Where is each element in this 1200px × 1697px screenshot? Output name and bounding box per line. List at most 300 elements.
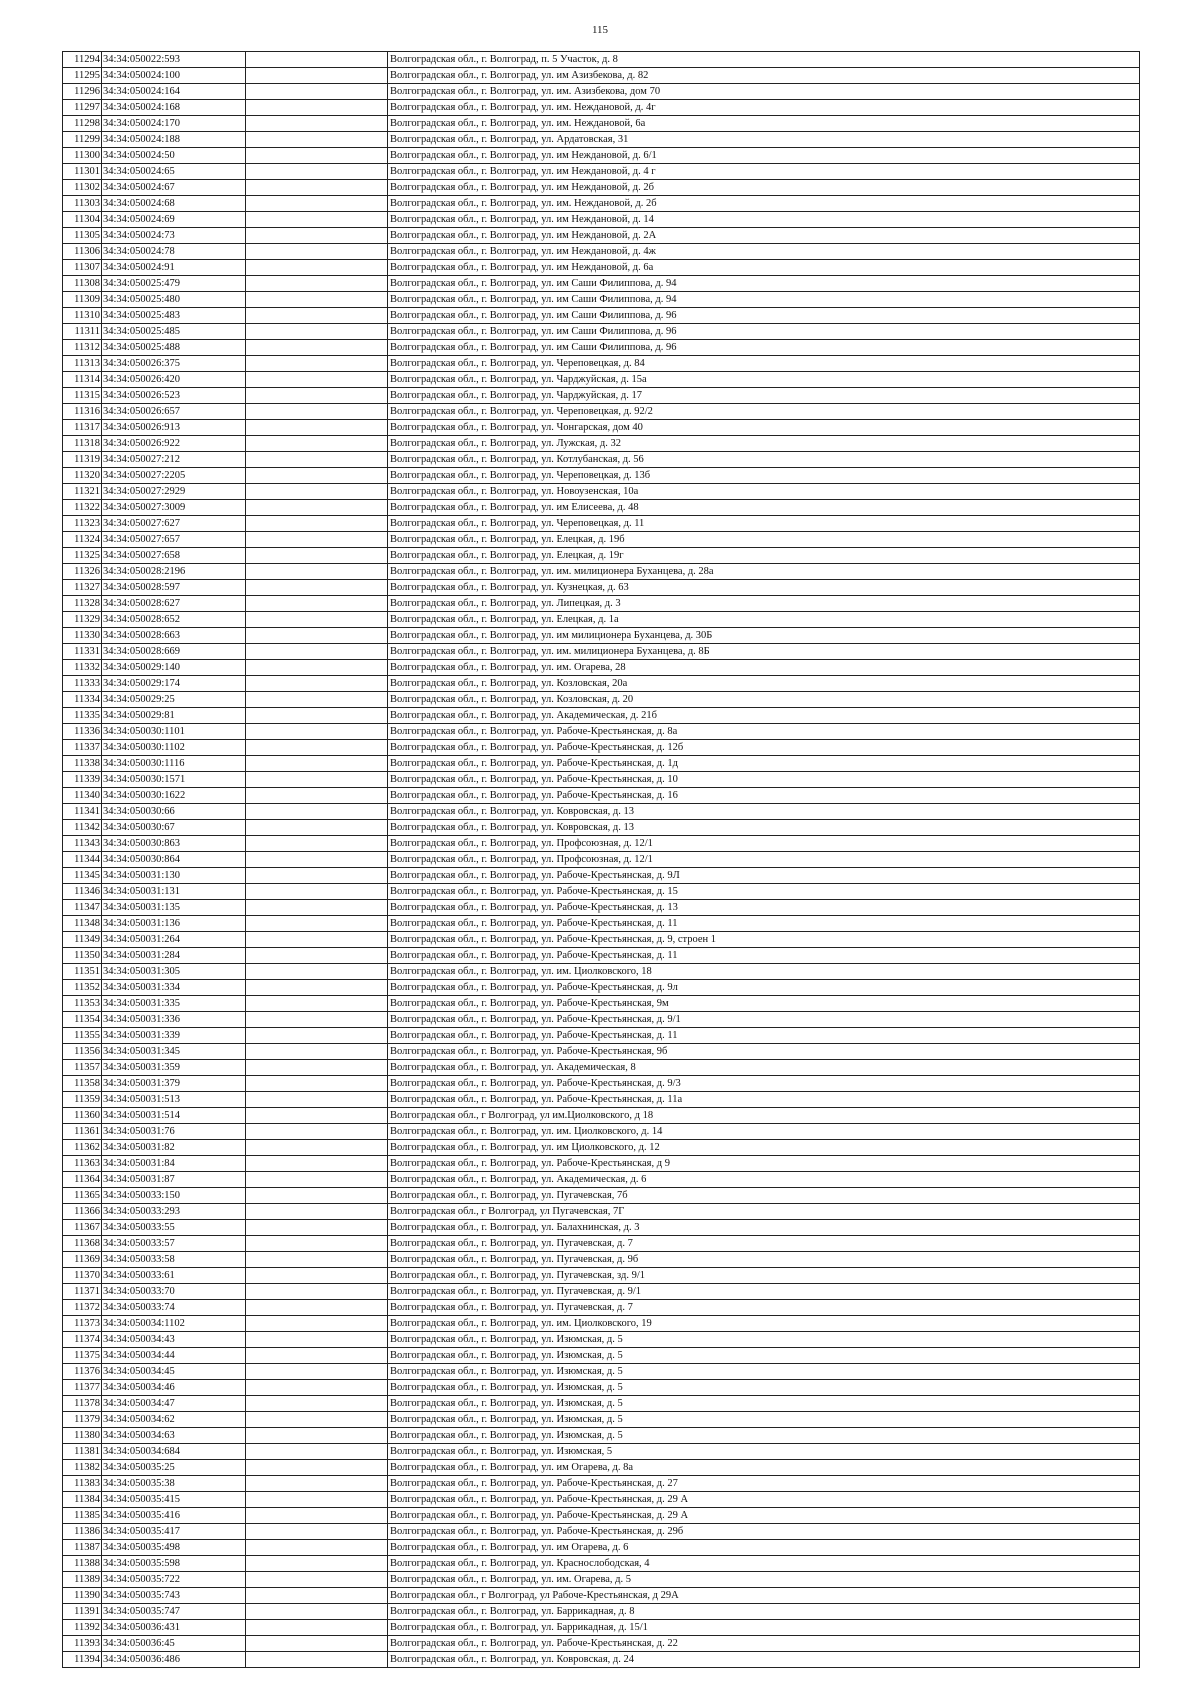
- row-number-cell: 11376: [63, 1364, 102, 1380]
- empty-cell: [246, 948, 388, 964]
- table-row: [63, 196, 1140, 212]
- empty-cell: [246, 564, 388, 580]
- table-row: [63, 308, 1140, 324]
- address-cell: Волгоградская обл., г. Волгоград, ул. им Неждановой, д. 6/1: [388, 148, 1140, 164]
- table-row: [63, 1156, 1140, 1172]
- table-row: [63, 836, 1140, 852]
- cadastral-number-cell: 34:34:050027:3009: [102, 500, 246, 516]
- cadastral-number-cell: 34:34:050024:168: [102, 100, 246, 116]
- cadastral-number-cell: 34:34:050031:305: [102, 964, 246, 980]
- address-cell: Волгоградская обл., г. Волгоград, ул. Елецкая, д. 1а: [388, 612, 1140, 628]
- row-number-cell: 11334: [63, 692, 102, 708]
- cadastral-number-cell: 34:34:050035:747: [102, 1604, 246, 1620]
- row-number-cell: 11393: [63, 1636, 102, 1652]
- table-row: [63, 1524, 1140, 1540]
- address-cell: Волгоградская обл., г. Волгоград, ул. Балахнинская, д. 3: [388, 1220, 1140, 1236]
- table-row: [63, 1220, 1140, 1236]
- empty-cell: [246, 324, 388, 340]
- cadastral-number-cell: 34:34:050024:170: [102, 116, 246, 132]
- address-cell: Волгоградская обл., г. Волгоград, ул. Изюмская, д. 5: [388, 1412, 1140, 1428]
- row-number-cell: 11325: [63, 548, 102, 564]
- address-cell: Волгоградская обл., г Волгоград, ул Пугачевская, 7Г: [388, 1204, 1140, 1220]
- address-cell: Волгоградская обл., г. Волгоград, ул. Рабоче-Крестьянская, 9м: [388, 996, 1140, 1012]
- table-row: [63, 1444, 1140, 1460]
- table-row: [63, 1652, 1140, 1668]
- empty-cell: [246, 116, 388, 132]
- address-cell: Волгоградская обл., г. Волгоград, ул. им. милиционера Буханцева, д. 8Б: [388, 644, 1140, 660]
- table-row: [63, 1300, 1140, 1316]
- cadastral-number-cell: 34:34:050031:130: [102, 868, 246, 884]
- empty-cell: [246, 436, 388, 452]
- table-row: [63, 1428, 1140, 1444]
- row-number-cell: 11342: [63, 820, 102, 836]
- address-cell: Волгоградская обл., г. Волгоград, ул. им Саши Филиппова, д. 96: [388, 340, 1140, 356]
- table-row: [63, 1060, 1140, 1076]
- empty-cell: [246, 1028, 388, 1044]
- table-row: [63, 900, 1140, 916]
- address-cell: Волгоградская обл., г. Волгоград, ул. им. Циолковского, 19: [388, 1316, 1140, 1332]
- address-cell: Волгоградская обл., г. Волгоград, ул. им Саши Филиппова, д. 94: [388, 276, 1140, 292]
- cadastral-number-cell: 34:34:050031:334: [102, 980, 246, 996]
- empty-cell: [246, 212, 388, 228]
- table-row: [63, 1364, 1140, 1380]
- row-number-cell: 11314: [63, 372, 102, 388]
- cadastral-number-cell: 34:34:050024:78: [102, 244, 246, 260]
- table-row: [63, 1588, 1140, 1604]
- table-row: [63, 740, 1140, 756]
- empty-cell: [246, 1492, 388, 1508]
- cadastral-number-cell: 34:34:050031:379: [102, 1076, 246, 1092]
- table-row: [63, 916, 1140, 932]
- empty-cell: [246, 1300, 388, 1316]
- table-row: [63, 1604, 1140, 1620]
- row-number-cell: 11335: [63, 708, 102, 724]
- address-cell: Волгоградская обл., г. Волгоград, ул. Череповецкая, д. 92/2: [388, 404, 1140, 420]
- address-cell: Волгоградская обл., г. Волгоград, ул. Рабоче-Крестьянская, д. 9л: [388, 980, 1140, 996]
- cadastral-number-cell: 34:34:050031:335: [102, 996, 246, 1012]
- table-row: [63, 244, 1140, 260]
- cadastral-number-cell: 34:34:050031:264: [102, 932, 246, 948]
- cadastral-number-cell: 34:34:050029:140: [102, 660, 246, 676]
- empty-cell: [246, 1060, 388, 1076]
- empty-cell: [246, 1044, 388, 1060]
- row-number-cell: 11320: [63, 468, 102, 484]
- table-row: [63, 724, 1140, 740]
- table-row: [63, 276, 1140, 292]
- row-number-cell: 11361: [63, 1124, 102, 1140]
- address-cell: Волгоградская обл., г. Волгоград, ул. Изюмская, д. 5: [388, 1348, 1140, 1364]
- row-number-cell: 11385: [63, 1508, 102, 1524]
- empty-cell: [246, 1556, 388, 1572]
- empty-cell: [246, 516, 388, 532]
- cadastral-number-cell: 34:34:050030:67: [102, 820, 246, 836]
- empty-cell: [246, 1172, 388, 1188]
- address-cell: Волгоградская обл., г. Волгоград, ул. им Неждановой, д. 2А: [388, 228, 1140, 244]
- empty-cell: [246, 276, 388, 292]
- row-number-cell: 11310: [63, 308, 102, 324]
- row-number-cell: 11331: [63, 644, 102, 660]
- cadastral-number-cell: 34:34:050034:43: [102, 1332, 246, 1348]
- cadastral-number-cell: 34:34:050026:913: [102, 420, 246, 436]
- cadastral-number-cell: 34:34:050029:25: [102, 692, 246, 708]
- address-cell: Волгоградская обл., г. Волгоград, ул. Рабоче-Крестьянская, д. 9Л: [388, 868, 1140, 884]
- page-number: 115: [591, 24, 609, 36]
- cadastral-number-cell: 34:34:050024:65: [102, 164, 246, 180]
- address-cell: Волгоградская обл., г. Волгоград, ул. Ковровская, д. 24: [388, 1652, 1140, 1668]
- cadastral-number-cell: 34:34:050024:188: [102, 132, 246, 148]
- address-cell: Волгоградская обл., г. Волгоград, ул. Рабоче-Крестьянская, д. 11: [388, 948, 1140, 964]
- table-row: [63, 1252, 1140, 1268]
- row-number-cell: 11345: [63, 868, 102, 884]
- table-row: [63, 612, 1140, 628]
- row-number-cell: 11362: [63, 1140, 102, 1156]
- address-cell: Волгоградская обл., г. Волгоград, ул. Изюмская, 5: [388, 1444, 1140, 1460]
- address-cell: Волгоградская обл., г. Волгоград, ул. им Саши Филиппова, д. 94: [388, 292, 1140, 308]
- empty-cell: [246, 1508, 388, 1524]
- address-cell: Волгоградская обл., г. Волгоград, ул. им. Циолковского, д. 14: [388, 1124, 1140, 1140]
- row-number-cell: 11305: [63, 228, 102, 244]
- table-row: [63, 628, 1140, 644]
- cadastral-number-cell: 34:34:050031:336: [102, 1012, 246, 1028]
- empty-cell: [246, 1108, 388, 1124]
- empty-cell: [246, 1476, 388, 1492]
- address-cell: Волгоградская обл., г. Волгоград, ул. Елецкая, д. 19г: [388, 548, 1140, 564]
- cadastral-number-cell: 34:34:050027:657: [102, 532, 246, 548]
- row-number-cell: 11333: [63, 676, 102, 692]
- table-row: [63, 1508, 1140, 1524]
- table-row: [63, 964, 1140, 980]
- address-cell: Волгоградская обл., г. Волгоград, ул. Изюмская, д. 5: [388, 1380, 1140, 1396]
- address-cell: Волгоградская обл., г. Волгоград, ул. Рабоче-Крестьянская, д. 10: [388, 772, 1140, 788]
- table-row: [63, 1284, 1140, 1300]
- cadastral-number-cell: 34:34:050028:652: [102, 612, 246, 628]
- address-cell: Волгоградская обл., г. Волгоград, ул. им Неждановой, д. 6а: [388, 260, 1140, 276]
- cadastral-number-cell: 34:34:050022:593: [102, 52, 246, 68]
- cadastral-number-cell: 34:34:050034:62: [102, 1412, 246, 1428]
- address-cell: Волгоградская обл., г. Волгоград, ул. Рабоче-Крестьянская, д. 9/3: [388, 1076, 1140, 1092]
- table-row: [63, 100, 1140, 116]
- empty-cell: [246, 1412, 388, 1428]
- empty-cell: [246, 884, 388, 900]
- empty-cell: [246, 1524, 388, 1540]
- empty-cell: [246, 52, 388, 68]
- cadastral-number-cell: 34:34:050031:84: [102, 1156, 246, 1172]
- address-cell: Волгоградская обл., г. Волгоград, ул. Академическая, д. 21б: [388, 708, 1140, 724]
- cadastral-number-cell: 34:34:050027:627: [102, 516, 246, 532]
- cadastral-number-cell: 34:34:050031:76: [102, 1124, 246, 1140]
- table-row: [63, 804, 1140, 820]
- table-row: [63, 468, 1140, 484]
- cadastral-number-cell: 34:34:050035:416: [102, 1508, 246, 1524]
- address-cell: Волгоградская обл., г. Волгоград, ул. Чонгарская, дом 40: [388, 420, 1140, 436]
- empty-cell: [246, 1268, 388, 1284]
- row-number-cell: 11367: [63, 1220, 102, 1236]
- cadastral-number-cell: 34:34:050031:131: [102, 884, 246, 900]
- address-cell: Волгоградская обл., г. Волгоград, ул. им Неждановой, д. 2б: [388, 180, 1140, 196]
- empty-cell: [246, 1204, 388, 1220]
- table-row: [63, 1492, 1140, 1508]
- empty-cell: [246, 292, 388, 308]
- row-number-cell: 11338: [63, 756, 102, 772]
- address-cell: Волгоградская обл., г. Волгоград, ул. Рабоче-Крестьянская, д. 8а: [388, 724, 1140, 740]
- empty-cell: [246, 836, 388, 852]
- cadastral-number-cell: 34:34:050033:55: [102, 1220, 246, 1236]
- table-row: [63, 516, 1140, 532]
- address-cell: Волгоградская обл., г Волгоград, ул им.Циолковского, д 18: [388, 1108, 1140, 1124]
- table-row: [63, 1140, 1140, 1156]
- cadastral-number-cell: 34:34:050027:212: [102, 452, 246, 468]
- cadastral-number-cell: 34:34:050025:480: [102, 292, 246, 308]
- table-row: [63, 532, 1140, 548]
- cadastral-number-cell: 34:34:050024:100: [102, 68, 246, 84]
- cadastral-number-cell: 34:34:050030:1116: [102, 756, 246, 772]
- cadastral-number-cell: 34:34:050031:514: [102, 1108, 246, 1124]
- table-row: [63, 324, 1140, 340]
- register-table: [62, 51, 1140, 1668]
- empty-cell: [246, 1636, 388, 1652]
- cadastral-number-cell: 34:34:050025:483: [102, 308, 246, 324]
- table-row: [63, 436, 1140, 452]
- cadastral-number-cell: 34:34:050024:91: [102, 260, 246, 276]
- table-row: [63, 1636, 1140, 1652]
- table-row: [63, 596, 1140, 612]
- empty-cell: [246, 1396, 388, 1412]
- cadastral-number-cell: 34:34:050025:488: [102, 340, 246, 356]
- cadastral-number-cell: 34:34:050030:1571: [102, 772, 246, 788]
- row-number-cell: 11383: [63, 1476, 102, 1492]
- empty-cell: [246, 980, 388, 996]
- row-number-cell: 11299: [63, 132, 102, 148]
- address-cell: Волгоградская обл., г. Волгоград, ул. им милиционера Буханцева, д. 30Б: [388, 628, 1140, 644]
- cadastral-number-cell: 34:34:050024:68: [102, 196, 246, 212]
- cadastral-number-cell: 34:34:050024:67: [102, 180, 246, 196]
- cadastral-number-cell: 34:34:050034:684: [102, 1444, 246, 1460]
- empty-cell: [246, 1140, 388, 1156]
- address-cell: Волгоградская обл., г. Волгоград, ул. Рабоче-Крестьянская, д. 13: [388, 900, 1140, 916]
- cadastral-number-cell: 34:34:050031:87: [102, 1172, 246, 1188]
- row-number-cell: 11392: [63, 1620, 102, 1636]
- empty-cell: [246, 1620, 388, 1636]
- cadastral-number-cell: 34:34:050028:627: [102, 596, 246, 612]
- row-number-cell: 11328: [63, 596, 102, 612]
- empty-cell: [246, 740, 388, 756]
- table-row: [63, 1556, 1140, 1572]
- empty-cell: [246, 244, 388, 260]
- empty-cell: [246, 916, 388, 932]
- row-number-cell: 11353: [63, 996, 102, 1012]
- cadastral-number-cell: 34:34:050030:1102: [102, 740, 246, 756]
- row-number-cell: 11349: [63, 932, 102, 948]
- cadastral-number-cell: 34:34:050031:135: [102, 900, 246, 916]
- table-row: [63, 884, 1140, 900]
- empty-cell: [246, 676, 388, 692]
- row-number-cell: 11388: [63, 1556, 102, 1572]
- empty-cell: [246, 1604, 388, 1620]
- table-row: [63, 852, 1140, 868]
- address-cell: Волгоградская обл., г. Волгоград, ул. Баррикадная, д. 15/1: [388, 1620, 1140, 1636]
- address-cell: Волгоградская обл., г. Волгоград, ул. Рабоче-Крестьянская, 9б: [388, 1044, 1140, 1060]
- empty-cell: [246, 548, 388, 564]
- address-cell: Волгоградская обл., г. Волгоград, ул. им Саши Филиппова, д. 96: [388, 324, 1140, 340]
- empty-cell: [246, 1652, 388, 1668]
- cadastral-number-cell: 34:34:050033:293: [102, 1204, 246, 1220]
- address-cell: Волгоградская обл., г. Волгоград, ул. им. Циолковского, 18: [388, 964, 1140, 980]
- address-cell: Волгоградская обл., г. Волгоград, ул. им. Азизбекова, дом 70: [388, 84, 1140, 100]
- empty-cell: [246, 852, 388, 868]
- cadastral-number-cell: 34:34:050027:658: [102, 548, 246, 564]
- row-number-cell: 11387: [63, 1540, 102, 1556]
- row-number-cell: 11348: [63, 916, 102, 932]
- table-row: [63, 340, 1140, 356]
- empty-cell: [246, 724, 388, 740]
- empty-cell: [246, 1252, 388, 1268]
- address-cell: Волгоградская обл., г. Волгоград, ул. Баррикадная, д. 8: [388, 1604, 1140, 1620]
- empty-cell: [246, 932, 388, 948]
- cadastral-number-cell: 34:34:050029:174: [102, 676, 246, 692]
- table-row: [63, 148, 1140, 164]
- row-number-cell: 11306: [63, 244, 102, 260]
- row-number-cell: 11318: [63, 436, 102, 452]
- table-row: [63, 1380, 1140, 1396]
- cadastral-number-cell: 34:34:050026:375: [102, 356, 246, 372]
- address-cell: Волгоградская обл., г. Волгоград, ул. Рабоче-Крестьянская, д. 11: [388, 916, 1140, 932]
- cadastral-number-cell: 34:34:050026:523: [102, 388, 246, 404]
- empty-cell: [246, 388, 388, 404]
- address-cell: Волгоградская обл., г. Волгоград, ул. Лужская, д. 32: [388, 436, 1140, 452]
- row-number-cell: 11302: [63, 180, 102, 196]
- table-row: [63, 1268, 1140, 1284]
- table-row: [63, 292, 1140, 308]
- address-cell: Волгоградская обл., г. Волгоград, ул. Рабоче-Крестьянская, д. 22: [388, 1636, 1140, 1652]
- address-cell: Волгоградская обл., г. Волгоград, ул. Пугачевская, д. 9б: [388, 1252, 1140, 1268]
- cadastral-number-cell: 34:34:050034:45: [102, 1364, 246, 1380]
- row-number-cell: 11294: [63, 52, 102, 68]
- cadastral-number-cell: 34:34:050031:513: [102, 1092, 246, 1108]
- address-cell: Волгоградская обл., г. Волгоград, ул. им. Огарева, 28: [388, 660, 1140, 676]
- address-cell: Волгоградская обл., г. Волгоград, ул. Кузнецкая, д. 63: [388, 580, 1140, 596]
- table-row: [63, 180, 1140, 196]
- address-cell: Волгоградская обл., г. Волгоград, ул. им Неждановой, д. 4ж: [388, 244, 1140, 260]
- cadastral-number-cell: 34:34:050034:46: [102, 1380, 246, 1396]
- cadastral-number-cell: 34:34:050030:1101: [102, 724, 246, 740]
- cadastral-number-cell: 34:34:050026:420: [102, 372, 246, 388]
- table-row: [63, 1108, 1140, 1124]
- cadastral-number-cell: 34:34:050036:431: [102, 1620, 246, 1636]
- register-table-body: [63, 52, 1140, 1668]
- table-row: [63, 1188, 1140, 1204]
- row-number-cell: 11300: [63, 148, 102, 164]
- cadastral-number-cell: 34:34:050031:136: [102, 916, 246, 932]
- empty-cell: [246, 1316, 388, 1332]
- empty-cell: [246, 580, 388, 596]
- empty-cell: [246, 132, 388, 148]
- cadastral-number-cell: 34:34:050027:2205: [102, 468, 246, 484]
- row-number-cell: 11311: [63, 324, 102, 340]
- address-cell: Волгоградская обл., г. Волгоград, ул. Рабоче-Крестьянская, д. 1д: [388, 756, 1140, 772]
- cadastral-number-cell: 34:34:050035:25: [102, 1460, 246, 1476]
- row-number-cell: 11329: [63, 612, 102, 628]
- address-cell: Волгоградская обл., г Волгоград, ул Рабоче-Крестьянская, д 29А: [388, 1588, 1140, 1604]
- table-row: [63, 404, 1140, 420]
- empty-cell: [246, 308, 388, 324]
- address-cell: Волгоградская обл., г. Волгоград, ул. Пугачевская, д. 7: [388, 1236, 1140, 1252]
- empty-cell: [246, 452, 388, 468]
- address-cell: Волгоградская обл., г. Волгоград, ул. Рабоче-Крестьянская, д 9: [388, 1156, 1140, 1172]
- row-number-cell: 11359: [63, 1092, 102, 1108]
- row-number-cell: 11377: [63, 1380, 102, 1396]
- empty-cell: [246, 260, 388, 276]
- address-cell: Волгоградская обл., г. Волгоград, ул. Козловская, д. 20: [388, 692, 1140, 708]
- row-number-cell: 11324: [63, 532, 102, 548]
- address-cell: Волгоградская обл., г. Волгоград, ул. им. милиционера Буханцева, д. 28а: [388, 564, 1140, 580]
- cadastral-number-cell: 34:34:050030:66: [102, 804, 246, 820]
- row-number-cell: 11344: [63, 852, 102, 868]
- row-number-cell: 11308: [63, 276, 102, 292]
- table-row: [63, 580, 1140, 596]
- empty-cell: [246, 820, 388, 836]
- empty-cell: [246, 372, 388, 388]
- empty-cell: [246, 628, 388, 644]
- address-cell: Волгоградская обл., г. Волгоград, ул. Профсоюзная, д. 12/1: [388, 836, 1140, 852]
- table-row: [63, 1332, 1140, 1348]
- row-number-cell: 11323: [63, 516, 102, 532]
- empty-cell: [246, 772, 388, 788]
- row-number-cell: 11332: [63, 660, 102, 676]
- row-number-cell: 11368: [63, 1236, 102, 1252]
- empty-cell: [246, 1332, 388, 1348]
- address-cell: Волгоградская обл., г. Волгоград, ул. Пугачевская, д. 9/1: [388, 1284, 1140, 1300]
- row-number-cell: 11370: [63, 1268, 102, 1284]
- row-number-cell: 11297: [63, 100, 102, 116]
- row-number-cell: 11319: [63, 452, 102, 468]
- address-cell: Волгоградская обл., г. Волгоград, ул. Изюмская, д. 5: [388, 1396, 1140, 1412]
- cadastral-number-cell: 34:34:050024:73: [102, 228, 246, 244]
- address-cell: Волгоградская обл., г. Волгоград, ул. Рабоче-Крестьянская, д. 29б: [388, 1524, 1140, 1540]
- cadastral-number-cell: 34:34:050028:669: [102, 644, 246, 660]
- empty-cell: [246, 532, 388, 548]
- address-cell: Волгоградская обл., г. Волгоград, ул. Пугачевская, зд. 9/1: [388, 1268, 1140, 1284]
- table-row: [63, 644, 1140, 660]
- address-cell: Волгоградская обл., г. Волгоград, ул. Череповецкая, д. 11: [388, 516, 1140, 532]
- address-cell: Волгоградская обл., г. Волгоград, ул. Академическая, 8: [388, 1060, 1140, 1076]
- address-cell: Волгоградская обл., г. Волгоград, ул. им Неждановой, д. 4 г: [388, 164, 1140, 180]
- empty-cell: [246, 612, 388, 628]
- address-cell: Волгоградская обл., г. Волгоград, ул. Изюмская, д. 5: [388, 1364, 1140, 1380]
- empty-cell: [246, 1284, 388, 1300]
- address-cell: Волгоградская обл., г. Волгоград, ул. Козловская, 20а: [388, 676, 1140, 692]
- table-row: [63, 660, 1140, 676]
- empty-cell: [246, 196, 388, 212]
- table-row: [63, 356, 1140, 372]
- cadastral-number-cell: 34:34:050029:81: [102, 708, 246, 724]
- table-row: [63, 1172, 1140, 1188]
- row-number-cell: 11366: [63, 1204, 102, 1220]
- address-cell: Волгоградская обл., г. Волгоград, ул. Рабоче-Крестьянская, д. 29 А: [388, 1492, 1140, 1508]
- address-cell: Волгоградская обл., г. Волгоград, ул. им Огарева, д. 8а: [388, 1460, 1140, 1476]
- cadastral-number-cell: 34:34:050033:61: [102, 1268, 246, 1284]
- empty-cell: [246, 804, 388, 820]
- table-row: [63, 1092, 1140, 1108]
- row-number-cell: 11379: [63, 1412, 102, 1428]
- cadastral-number-cell: 34:34:050035:743: [102, 1588, 246, 1604]
- empty-cell: [246, 996, 388, 1012]
- address-cell: Волгоградская обл., г. Волгоград, ул. Краснослободская, 4: [388, 1556, 1140, 1572]
- empty-cell: [246, 1076, 388, 1092]
- empty-cell: [246, 1460, 388, 1476]
- row-number-cell: 11391: [63, 1604, 102, 1620]
- address-cell: Волгоградская обл., г. Волгоград, ул. им Елисеева, д. 48: [388, 500, 1140, 516]
- row-number-cell: 11355: [63, 1028, 102, 1044]
